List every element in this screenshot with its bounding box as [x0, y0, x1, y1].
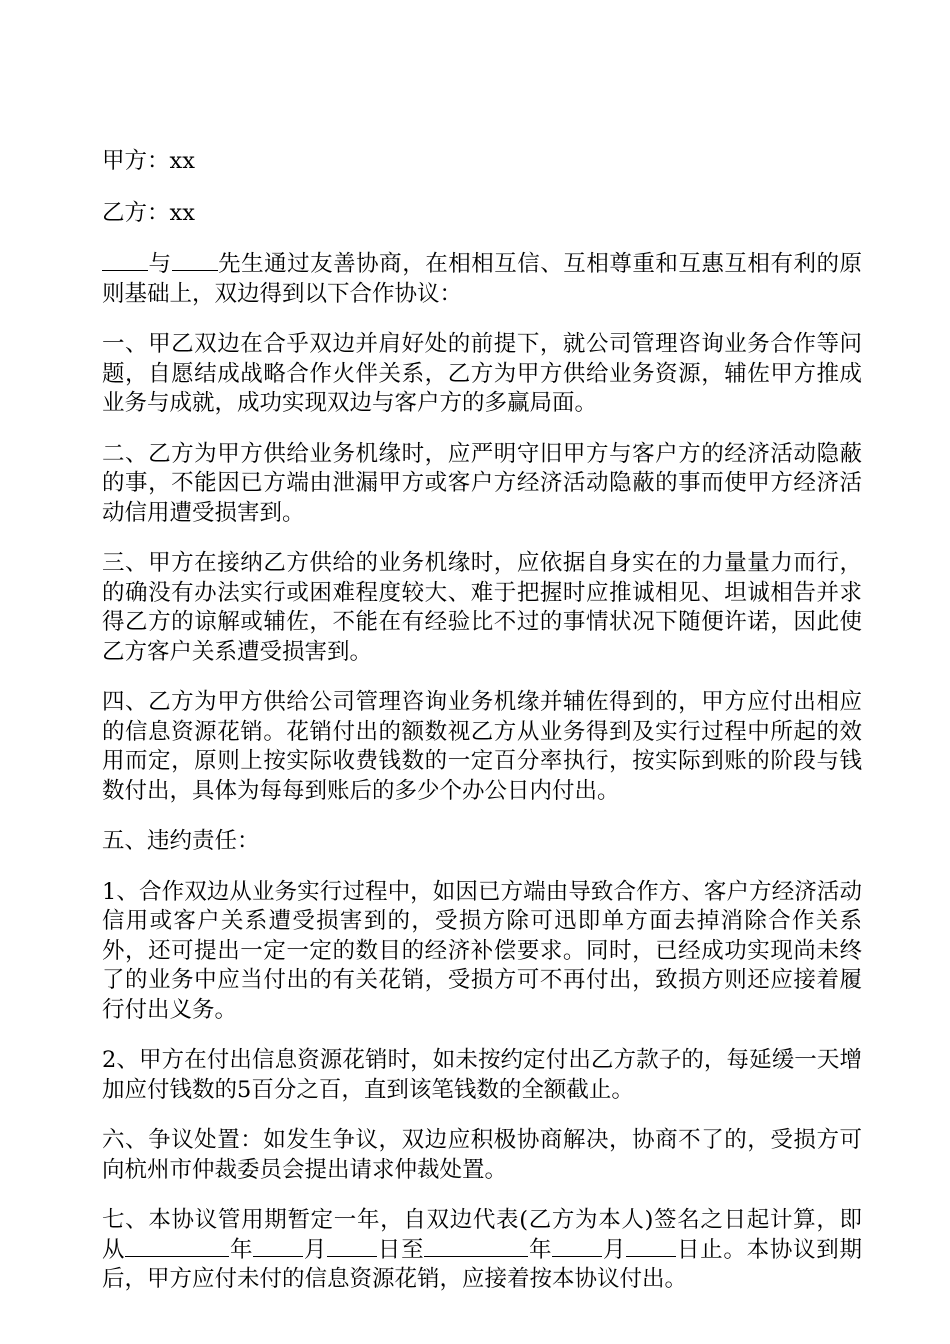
blank-field — [424, 1236, 528, 1257]
clause-7-year-1: 年 — [229, 1236, 254, 1263]
clause-7-month-1: 月 — [303, 1236, 328, 1263]
clause-4: 四、乙方为甲方供给公司管理咨询业务机缘并辅佐得到的，甲方应付出相应的信息资源花销。花销付出的额数视乙方从业务得到及实行过程中所起的效用而定，原则上按实际收费钱数的一定百分率执行，按实际到账的阶段与钱数付出，具体为每每到账后的多少个办公日内付出。 — [102, 689, 862, 804]
clause-7-part-1: 七、本协议管用期暂定一年，自双边代表(乙方为本人)签名之日起计算，即从 — [102, 1207, 862, 1263]
clause-7 — [102, 1206, 862, 1295]
clause-7-part-2: 日止。本协议到期后，甲方应付未付的信息资源花销，应接着按本协议付出。 — [102, 1236, 862, 1292]
intro-paragraph — [102, 250, 862, 309]
clause-2: 二、乙方为甲方供给业务机缘时，应严明守旧甲方与客户方的经济活动隐蔽的事，不能因已方端由泄漏甲方或客户方经济活动隐蔽的事而使甲方经济活动信用遭受损害到。 — [102, 440, 862, 526]
clause-3: 三、甲方在接纳乙方供给的业务机缘时，应依据自身实在的力量量力而行，的确没有办法实行或困难程度较大、难于把握时应推诚相见、坦诚相告并求得乙方的谅解或辅佐，不能在有经验比不过的事情状况下随便许诺，因此使乙方客户关系遭受损害到。 — [102, 550, 862, 665]
party-a-line: 甲方：xx — [102, 148, 195, 174]
intro-connector: 与 — [148, 251, 172, 277]
contract-document — [102, 147, 862, 1316]
party-b-line: 乙方：xx — [102, 199, 195, 226]
blank-field — [253, 1236, 303, 1257]
blank-field — [552, 1236, 602, 1257]
clause-7-day-1: 日至 — [377, 1236, 425, 1263]
blank-field — [626, 1236, 676, 1257]
intro-text: 先生通过友善协商，在相相互信、互相尊重和互惠互相有利的原则基础上，双边得到以下合作协议： — [102, 251, 862, 307]
clause-5-2: 2、甲方在付出信息资源花销时，如未按约定付出乙方款子的，每延缓一天增加应付钱数的5百分之百，直到该笔钱数的全额截止。 — [102, 1047, 862, 1103]
blank-field — [172, 250, 218, 271]
clause-7-month-2: 月 — [602, 1236, 627, 1263]
clause-5-title: 五、违约责任： — [102, 828, 260, 854]
blank-field — [327, 1236, 377, 1257]
clause-7-year-2: 年 — [528, 1236, 553, 1263]
blank-field — [125, 1236, 229, 1257]
clause-6: 六、争议处置：如发生争议，双边应积极协商解决，协商不了的，受损方可向杭州市仲裁委员会提出请求仲裁处置。 — [102, 1127, 862, 1183]
blank-field — [102, 250, 148, 271]
clause-1: 一、甲乙双边在合乎双边并肩好处的前提下，就公司管理咨询业务合作等问题，自愿结成战略合作火伴关系，乙方为甲方供给业务资源，辅佐甲方推成业务与成就，成功实现双边与客户方的多赢局面。 — [102, 331, 862, 416]
clause-5-1: 1、合作双边从业务实行过程中，如因已方端由导致合作方、客户方经济活动信用或客户关系遭受损害到的，受损方除可迅即单方面去掉消除合作关系外，还可提出一定一定的数目的经济补偿要求。同时，已经成功实现尚未终了的业务中应当付出的有关花销，受损方可不再付出，致损方则还应接着履行付出义务。 — [102, 878, 862, 1023]
